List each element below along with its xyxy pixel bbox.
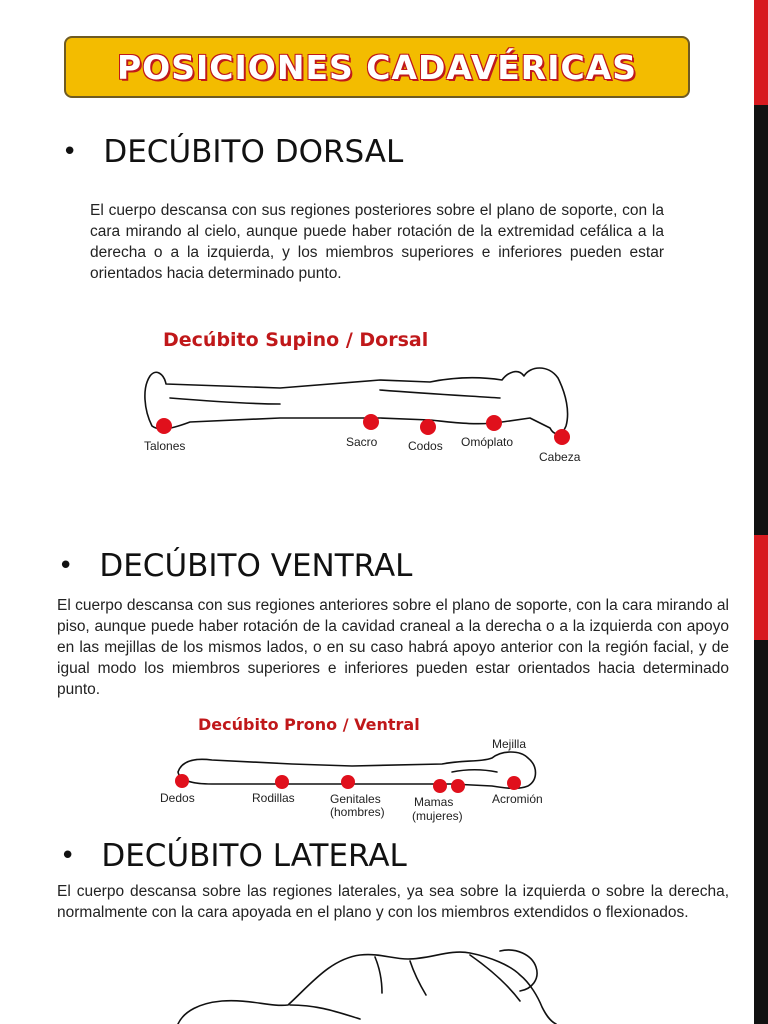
point-rodillas xyxy=(275,775,289,789)
heading-decubito-lateral xyxy=(60,838,407,874)
point-mamas-1 xyxy=(433,779,447,793)
label-mamas: Mamas xyxy=(414,795,454,809)
point-omoplato xyxy=(486,415,502,431)
heading-decubito-dorsal xyxy=(62,134,403,170)
label-mujeres: (mujeres) xyxy=(412,809,463,823)
figure-decubito-supino xyxy=(130,318,600,470)
side-strip-red-middle xyxy=(754,535,768,640)
bullet-icon: • xyxy=(58,551,74,581)
point-genitales xyxy=(341,775,355,789)
heading-decubito-ventral xyxy=(58,548,412,584)
side-strip-red-top xyxy=(754,0,768,105)
point-dedos xyxy=(175,774,189,788)
point-talones xyxy=(156,418,172,434)
side-strip-black xyxy=(754,105,768,535)
prone-arm-outline xyxy=(452,770,497,772)
paragraph-ventral: El cuerpo descansa con sus regiones anteriores sobre el plano de soporte, con la cara mirando al piso, aunque puede haber rotación de la cavidad craneal a la derecha o a la izquierda con apoyo en las mejillas de los mismos lados, o en su caso habrá apoyo anterior con la región facial, y de igual modo los miembros superiores e inferiores pueden estar orientados hacia determinado punto. xyxy=(57,597,729,698)
side-strip-black-bottom xyxy=(754,640,768,1024)
figure-title: Decúbito Prono / Ventral xyxy=(198,715,420,734)
paragraph-lateral: El cuerpo descansa sobre las regiones laterales, ya sea sobre la izquierda o sobre la derecha, normalmente con la cara apoyada en el plano y con los miembros extendidos o flexionados. xyxy=(57,883,729,921)
point-acromion xyxy=(507,776,521,790)
label-rodillas: Rodillas xyxy=(252,791,295,805)
point-codos xyxy=(420,419,436,435)
title-banner xyxy=(64,36,690,98)
label-acromion: Acromión xyxy=(492,792,543,806)
heading-text: DECÚBITO VENTRAL xyxy=(99,548,413,584)
heading-text: DECÚBITO LATERAL xyxy=(101,838,407,874)
bullet-icon: • xyxy=(62,137,78,167)
figure-decubito-prono xyxy=(152,710,562,830)
point-mamas-2 xyxy=(451,779,465,793)
figure-title: Decúbito Supino / Dorsal xyxy=(163,329,429,351)
heading-text: DECÚBITO DORSAL xyxy=(103,134,404,170)
label-talones: Talones xyxy=(144,439,186,453)
supine-arm-outline xyxy=(170,390,500,404)
label-sacro: Sacro xyxy=(346,435,378,449)
point-sacro xyxy=(363,414,379,430)
lateral-body-outline xyxy=(178,952,556,1024)
label-hombres: (hombres) xyxy=(330,805,385,819)
label-codos: Codos xyxy=(408,439,443,453)
paragraph-dorsal: El cuerpo descansa con sus regiones posteriores sobre el plano de soporte, con la cara mirando al cielo, aunque puede haber rotación de la extremidad cefálica a la derecha o a la izquierda, y los miembros superiores e inferiores pueden estar orientados hacia determinado punto. xyxy=(90,202,664,282)
point-cabeza xyxy=(554,429,570,445)
label-cabeza: Cabeza xyxy=(539,450,581,464)
figure-decubito-lateral xyxy=(170,945,570,1024)
label-dedos: Dedos xyxy=(160,791,195,805)
label-omoplato: Omóplato xyxy=(461,435,514,449)
label-genitales: Genitales xyxy=(330,792,381,806)
lateral-arm-outline xyxy=(290,955,520,1019)
bullet-icon: • xyxy=(60,841,76,871)
page-title: POSICIONES CADAVÉRICAS xyxy=(117,47,637,87)
label-mejilla: Mejilla xyxy=(492,737,527,751)
